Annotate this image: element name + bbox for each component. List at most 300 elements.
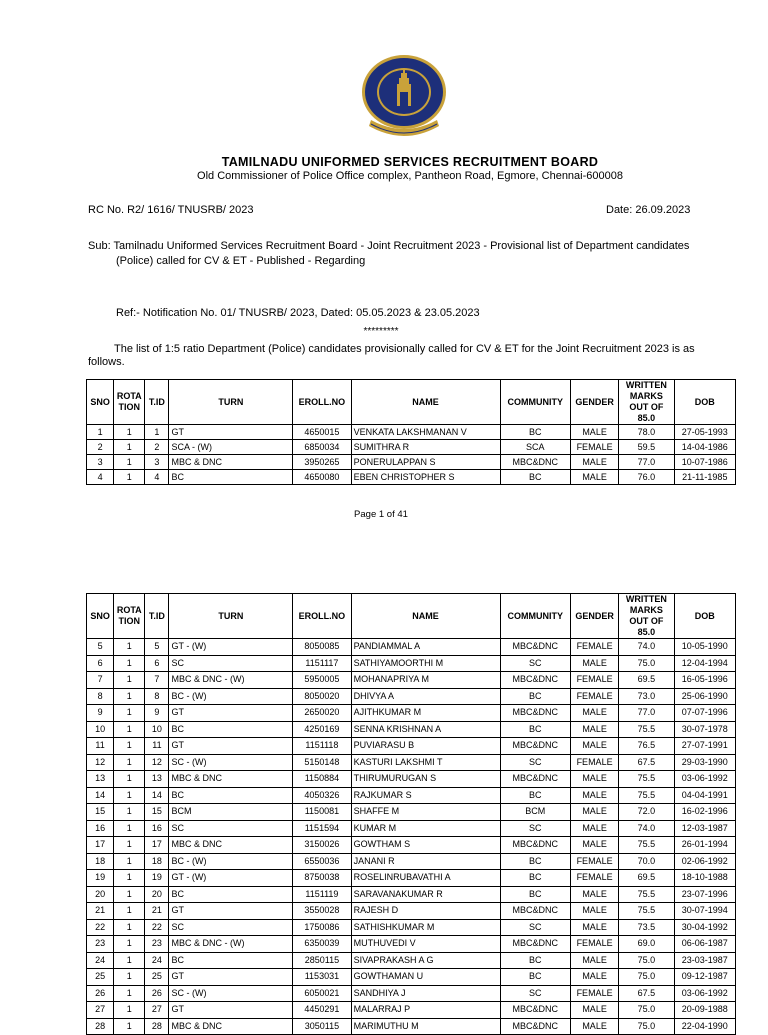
col-header-tid: T.ID [145, 380, 169, 425]
table-row [87, 455, 736, 470]
cell-rotation: 1 [114, 1002, 145, 1019]
cell-name: MUTHUVEDI V [351, 936, 500, 953]
cell-rotation: 1 [114, 455, 145, 470]
cell-gender: FEMALE [570, 688, 618, 705]
cell-tid: 18 [145, 853, 169, 870]
table-row [87, 903, 736, 920]
cell-eroll: 4250169 [293, 721, 351, 738]
cell-dob: 29-03-1990 [674, 754, 735, 771]
cell-sno: 8 [87, 688, 114, 705]
cell-marks: 75.0 [619, 1002, 674, 1019]
cell-sno: 10 [87, 721, 114, 738]
cell-community: BC [500, 721, 570, 738]
col-header-gender: GENDER [570, 594, 618, 639]
table-row [87, 705, 736, 722]
cell-tid: 16 [145, 820, 169, 837]
cell-turn: GT [169, 738, 293, 755]
cell-community: BC [500, 870, 570, 887]
cell-community: SC [500, 820, 570, 837]
col-header-turn: TURN [169, 380, 293, 425]
cell-eroll: 1150081 [293, 804, 351, 821]
cell-community: SC [500, 754, 570, 771]
table-row [87, 804, 736, 821]
cell-sno: 25 [87, 969, 114, 986]
cell-marks: 69.5 [619, 870, 674, 887]
col-header-sno: SNO [87, 380, 114, 425]
cell-sno: 1 [87, 425, 114, 440]
cell-eroll: 1153031 [293, 969, 351, 986]
cell-marks: 77.0 [619, 455, 674, 470]
cell-dob: 16-05-1996 [674, 672, 735, 689]
cell-eroll: 1150884 [293, 771, 351, 788]
cell-eroll: 3950265 [293, 455, 351, 470]
cell-eroll: 2650020 [293, 705, 351, 722]
cell-sno: 28 [87, 1018, 114, 1035]
cell-gender: MALE [570, 886, 618, 903]
table-row [87, 870, 736, 887]
cell-gender: MALE [570, 919, 618, 936]
col-header-gender: GENDER [570, 380, 618, 425]
cell-name: RAJESH D [351, 903, 500, 920]
cell-tid: 5 [145, 639, 169, 656]
cell-dob: 02-06-1992 [674, 853, 735, 870]
cell-name: SANDHIYA J [351, 985, 500, 1002]
cell-community: MBC&DNC [500, 936, 570, 953]
cell-dob: 26-01-1994 [674, 837, 735, 854]
cell-community: MBC&DNC [500, 672, 570, 689]
table-row [87, 969, 736, 986]
col-header-turn: TURN [169, 594, 293, 639]
table-row [87, 754, 736, 771]
cell-turn: SC - (W) [169, 985, 293, 1002]
table-row [87, 639, 736, 656]
document-date: Date: 26.09.2023 [606, 204, 691, 216]
candidate-table-page-1 [86, 379, 736, 485]
cell-gender: MALE [570, 455, 618, 470]
cell-community: MBC&DNC [500, 903, 570, 920]
cell-rotation: 1 [114, 655, 145, 672]
cell-dob: 20-09-1988 [674, 1002, 735, 1019]
cell-marks: 75.0 [619, 1018, 674, 1035]
cell-name: GOWTHAM S [351, 837, 500, 854]
cell-community: BC [500, 853, 570, 870]
cell-community: SC [500, 985, 570, 1002]
cell-eroll: 5150148 [293, 754, 351, 771]
cell-marks: 70.0 [619, 853, 674, 870]
cell-turn: GT [169, 705, 293, 722]
cell-dob: 30-07-1994 [674, 903, 735, 920]
cell-sno: 16 [87, 820, 114, 837]
cell-turn: GT [169, 425, 293, 440]
cell-tid: 20 [145, 886, 169, 903]
cell-marks: 74.0 [619, 820, 674, 837]
cell-rotation: 1 [114, 886, 145, 903]
col-header-community: COMMUNITY [500, 380, 570, 425]
table-header-row [87, 380, 736, 425]
cell-tid: 28 [145, 1018, 169, 1035]
cell-tid: 23 [145, 936, 169, 953]
cell-gender: MALE [570, 820, 618, 837]
cell-name: SIVAPRAKASH A G [351, 952, 500, 969]
col-header-eroll: EROLL.NO [293, 380, 351, 425]
cell-marks: 73.0 [619, 688, 674, 705]
cell-gender: FEMALE [570, 870, 618, 887]
cell-tid: 12 [145, 754, 169, 771]
cell-marks: 59.5 [619, 440, 674, 455]
cell-dob: 22-04-1990 [674, 1018, 735, 1035]
cell-turn: MBC & DNC [169, 1018, 293, 1035]
cell-eroll: 8050020 [293, 688, 351, 705]
cell-eroll: 4650080 [293, 470, 351, 485]
cell-rotation: 1 [114, 639, 145, 656]
cell-dob: 30-04-1992 [674, 919, 735, 936]
cell-community: BC [500, 787, 570, 804]
cell-community: BC [500, 425, 570, 440]
cell-turn: GT - (W) [169, 639, 293, 656]
table-row [87, 738, 736, 755]
cell-name: SUMITHRA R [351, 440, 500, 455]
subject [88, 239, 728, 269]
cell-gender: MALE [570, 425, 618, 440]
cell-dob: 25-06-1990 [674, 688, 735, 705]
cell-community: SCA [500, 440, 570, 455]
cell-eroll: 6350039 [293, 936, 351, 953]
col-header-tid: T.ID [145, 594, 169, 639]
cell-gender: MALE [570, 969, 618, 986]
cell-sno: 22 [87, 919, 114, 936]
cell-turn: SC [169, 919, 293, 936]
page-footer: Page 1 of 41 [354, 509, 408, 520]
cell-community: MBC&DNC [500, 639, 570, 656]
table-row [87, 952, 736, 969]
cell-marks: 74.0 [619, 639, 674, 656]
cell-tid: 6 [145, 655, 169, 672]
cell-tid: 11 [145, 738, 169, 755]
cell-gender: MALE [570, 721, 618, 738]
cell-gender: FEMALE [570, 440, 618, 455]
cell-gender: MALE [570, 1002, 618, 1019]
cell-dob: 30-07-1978 [674, 721, 735, 738]
cell-rotation: 1 [114, 985, 145, 1002]
table-row [87, 919, 736, 936]
cell-turn: BCM [169, 804, 293, 821]
cell-gender: MALE [570, 787, 618, 804]
cell-eroll: 1750086 [293, 919, 351, 936]
cell-rotation: 1 [114, 952, 145, 969]
cell-community: MBC&DNC [500, 455, 570, 470]
cell-sno: 24 [87, 952, 114, 969]
cell-tid: 24 [145, 952, 169, 969]
cell-rotation: 1 [114, 870, 145, 887]
cell-gender: MALE [570, 738, 618, 755]
col-header-rotation: ROTA TION [114, 594, 145, 639]
cell-rotation: 1 [114, 440, 145, 455]
cell-community: SC [500, 919, 570, 936]
cell-gender: MALE [570, 903, 618, 920]
cell-gender: FEMALE [570, 754, 618, 771]
page-separator [0, 540, 768, 552]
board-address: Old Commissioner of Police Office complex, Pantheon Road, Egmore, Chennai-600008 [197, 170, 623, 182]
table-row [87, 1018, 736, 1035]
cell-dob: 18-10-1988 [674, 870, 735, 887]
table-row [87, 721, 736, 738]
cell-tid: 26 [145, 985, 169, 1002]
col-header-community: COMMUNITY [500, 594, 570, 639]
cell-community: BC [500, 952, 570, 969]
cell-gender: MALE [570, 655, 618, 672]
cell-dob: 23-03-1987 [674, 952, 735, 969]
cell-sno: 17 [87, 837, 114, 854]
cell-marks: 67.5 [619, 754, 674, 771]
cell-dob: 03-06-1992 [674, 985, 735, 1002]
cell-name: JANANI R [351, 853, 500, 870]
cell-eroll: 8050085 [293, 639, 351, 656]
cell-name: THIRUMURUGAN S [351, 771, 500, 788]
subject-line-1: Sub: Tamilnadu Uniformed Services Recruitment Board - Joint Recruitment 2023 - Provisional list of Department candidates [88, 240, 690, 252]
cell-tid: 17 [145, 837, 169, 854]
cell-tid: 3 [145, 455, 169, 470]
cell-name: VENKATA LAKSHMANAN V [351, 425, 500, 440]
cell-eroll: 3550028 [293, 903, 351, 920]
table-header-row [87, 594, 736, 639]
cell-community: BC [500, 886, 570, 903]
cell-eroll: 1151118 [293, 738, 351, 755]
col-header-rotation: ROTA TION [114, 380, 145, 425]
cell-eroll: 6550036 [293, 853, 351, 870]
cell-eroll: 3050115 [293, 1018, 351, 1035]
cell-name: MOHANAPRIYA M [351, 672, 500, 689]
cell-name: PONERULAPPAN S [351, 455, 500, 470]
reference: Ref:- Notification No. 01/ TNUSRB/ 2023, Dated: 05.05.2023 & 23.05.2023 [116, 307, 480, 319]
table-row [87, 886, 736, 903]
cell-sno: 6 [87, 655, 114, 672]
cell-rotation: 1 [114, 969, 145, 986]
cell-marks: 67.5 [619, 985, 674, 1002]
cell-turn: MBC & DNC - (W) [169, 936, 293, 953]
cell-eroll: 2850115 [293, 952, 351, 969]
cell-gender: FEMALE [570, 853, 618, 870]
cell-turn: BC - (W) [169, 688, 293, 705]
cell-turn: MBC & DNC [169, 771, 293, 788]
cell-dob: 07-07-1996 [674, 705, 735, 722]
cell-turn: SC [169, 655, 293, 672]
cell-turn: BC [169, 952, 293, 969]
cell-dob: 21-11-1985 [674, 470, 735, 485]
cell-tid: 13 [145, 771, 169, 788]
table-row [87, 837, 736, 854]
cell-sno: 3 [87, 455, 114, 470]
cell-name: PANDIAMMAL A [351, 639, 500, 656]
cell-community: MBC&DNC [500, 837, 570, 854]
cell-dob: 06-06-1987 [674, 936, 735, 953]
cell-community: BC [500, 470, 570, 485]
cell-rotation: 1 [114, 804, 145, 821]
cell-dob: 16-02-1996 [674, 804, 735, 821]
cell-marks: 75.0 [619, 655, 674, 672]
cell-tid: 21 [145, 903, 169, 920]
cell-turn: GT - (W) [169, 870, 293, 887]
cell-rotation: 1 [114, 754, 145, 771]
separator-stars: ********* [363, 326, 399, 337]
cell-turn: BC [169, 470, 293, 485]
board-title: TAMILNADU UNIFORMED SERVICES RECRUITMENT BOARD [221, 155, 599, 169]
cell-community: MBC&DNC [500, 738, 570, 755]
cell-gender: MALE [570, 837, 618, 854]
cell-sno: 5 [87, 639, 114, 656]
cell-sno: 11 [87, 738, 114, 755]
cell-dob: 12-03-1987 [674, 820, 735, 837]
col-header-sno: SNO [87, 594, 114, 639]
cell-tid: 19 [145, 870, 169, 887]
cell-name: KASTURI LAKSHMI T [351, 754, 500, 771]
cell-marks: 69.5 [619, 672, 674, 689]
cell-name: SENNA KRISHNAN A [351, 721, 500, 738]
cell-turn: MBC & DNC [169, 837, 293, 854]
cell-dob: 14-04-1986 [674, 440, 735, 455]
cell-name: SATHISHKUMAR M [351, 919, 500, 936]
table-row [87, 936, 736, 953]
col-header-eroll: EROLL.NO [293, 594, 351, 639]
cell-name: SARAVANAKUMAR R [351, 886, 500, 903]
table-row [87, 655, 736, 672]
cell-tid: 9 [145, 705, 169, 722]
cell-marks: 75.5 [619, 886, 674, 903]
cell-sno: 2 [87, 440, 114, 455]
table-row [87, 470, 736, 485]
table-row [87, 425, 736, 440]
cell-sno: 14 [87, 787, 114, 804]
cell-community: MBC&DNC [500, 1002, 570, 1019]
cell-rotation: 1 [114, 1018, 145, 1035]
cell-community: MBC&DNC [500, 705, 570, 722]
cell-name: MALARRAJ P [351, 1002, 500, 1019]
table-row [87, 771, 736, 788]
cell-turn: MBC & DNC - (W) [169, 672, 293, 689]
table-row [87, 985, 736, 1002]
cell-turn: SC [169, 820, 293, 837]
cell-turn: GT [169, 1002, 293, 1019]
cell-community: MBC&DNC [500, 771, 570, 788]
cell-eroll: 1151117 [293, 655, 351, 672]
cell-rotation: 1 [114, 688, 145, 705]
cell-tid: 2 [145, 440, 169, 455]
cell-tid: 15 [145, 804, 169, 821]
cell-tid: 25 [145, 969, 169, 986]
cell-eroll: 4050326 [293, 787, 351, 804]
table-row [87, 820, 736, 837]
cell-name: PUVIARASU B [351, 738, 500, 755]
cell-rotation: 1 [114, 853, 145, 870]
cell-tid: 10 [145, 721, 169, 738]
cell-gender: MALE [570, 1018, 618, 1035]
cell-tid: 1 [145, 425, 169, 440]
table-row [87, 853, 736, 870]
cell-tid: 27 [145, 1002, 169, 1019]
cell-community: MBC&DNC [500, 1018, 570, 1035]
cell-rotation: 1 [114, 936, 145, 953]
cell-name: MARIMUTHU M [351, 1018, 500, 1035]
cell-gender: FEMALE [570, 672, 618, 689]
cell-dob: 03-06-1992 [674, 771, 735, 788]
cell-dob: 10-07-1986 [674, 455, 735, 470]
cell-turn: SCA - (W) [169, 440, 293, 455]
cell-marks: 69.0 [619, 936, 674, 953]
cell-eroll: 3150026 [293, 837, 351, 854]
cell-marks: 72.0 [619, 804, 674, 821]
cell-sno: 4 [87, 470, 114, 485]
cell-dob: 09-12-1987 [674, 969, 735, 986]
cell-tid: 7 [145, 672, 169, 689]
cell-eroll: 4650015 [293, 425, 351, 440]
cell-gender: MALE [570, 771, 618, 788]
table-row [87, 440, 736, 455]
cell-sno: 9 [87, 705, 114, 722]
cell-turn: BC - (W) [169, 853, 293, 870]
cell-name: EBEN CHRISTOPHER S [351, 470, 500, 485]
cell-rotation: 1 [114, 470, 145, 485]
cell-tid: 14 [145, 787, 169, 804]
cell-rotation: 1 [114, 425, 145, 440]
cell-rotation: 1 [114, 903, 145, 920]
cell-community: BC [500, 688, 570, 705]
cell-sno: 23 [87, 936, 114, 953]
cell-gender: MALE [570, 470, 618, 485]
cell-eroll: 8750038 [293, 870, 351, 887]
table-row [87, 1002, 736, 1019]
subject-line-2: (Police) called for CV & ET - Published - Regarding [116, 255, 366, 267]
table-row [87, 688, 736, 705]
cell-tid: 8 [145, 688, 169, 705]
cell-name: DHIVYA A [351, 688, 500, 705]
cell-eroll: 1151594 [293, 820, 351, 837]
cell-marks: 75.5 [619, 787, 674, 804]
cell-marks: 75.5 [619, 771, 674, 788]
cell-eroll: 1151119 [293, 886, 351, 903]
cell-rotation: 1 [114, 721, 145, 738]
cell-sno: 15 [87, 804, 114, 821]
cell-turn: BC [169, 787, 293, 804]
col-header-dob: DOB [674, 380, 735, 425]
cell-turn: GT [169, 969, 293, 986]
cell-gender: MALE [570, 705, 618, 722]
cell-gender: FEMALE [570, 639, 618, 656]
cell-sno: 21 [87, 903, 114, 920]
cell-rotation: 1 [114, 787, 145, 804]
cell-turn: BC [169, 886, 293, 903]
cell-name: ROSELINRUBAVATHI A [351, 870, 500, 887]
cell-turn: BC [169, 721, 293, 738]
cell-tid: 22 [145, 919, 169, 936]
cell-rotation: 1 [114, 820, 145, 837]
tnusrb-emblem-logo [357, 54, 451, 142]
cell-gender: FEMALE [570, 985, 618, 1002]
cell-community: BCM [500, 804, 570, 821]
col-header-name: NAME [351, 594, 500, 639]
cell-dob: 12-04-1994 [674, 655, 735, 672]
cell-rotation: 1 [114, 771, 145, 788]
cell-community: SC [500, 655, 570, 672]
cell-sno: 13 [87, 771, 114, 788]
cell-dob: 10-05-1990 [674, 639, 735, 656]
cell-gender: MALE [570, 952, 618, 969]
cell-name: RAJKUMAR S [351, 787, 500, 804]
cell-sno: 26 [87, 985, 114, 1002]
cell-sno: 19 [87, 870, 114, 887]
cell-turn: GT [169, 903, 293, 920]
cell-marks: 75.5 [619, 837, 674, 854]
cell-sno: 20 [87, 886, 114, 903]
cell-sno: 18 [87, 853, 114, 870]
